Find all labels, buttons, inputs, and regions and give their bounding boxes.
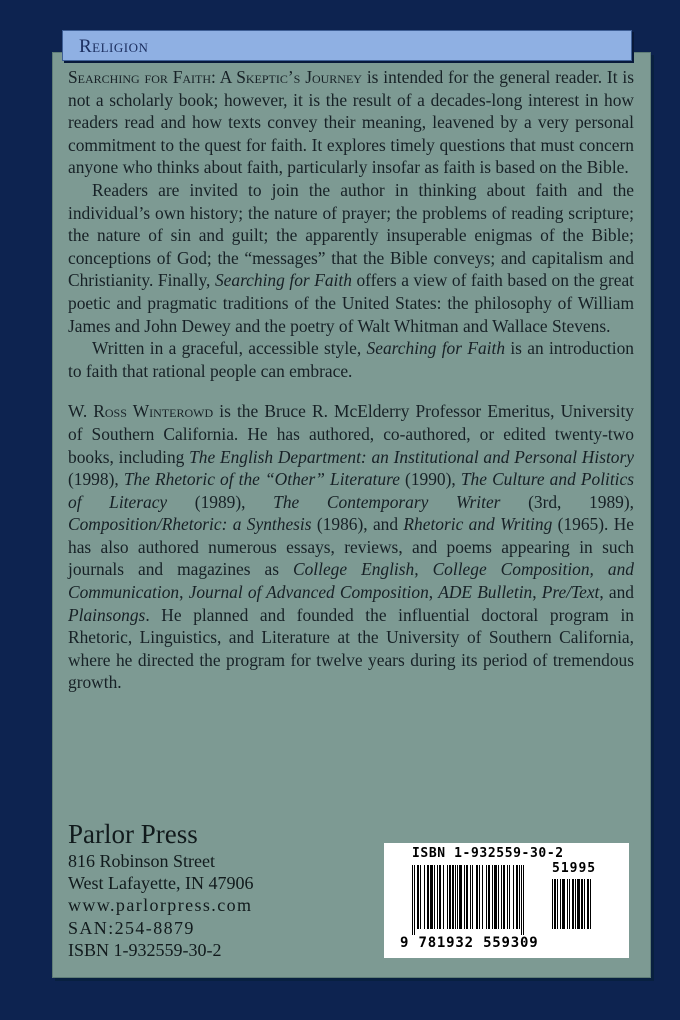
barcode-bar [470, 865, 471, 929]
barcode-bar [492, 865, 493, 929]
description-paragraph-1: Searching for Faith: A Skeptic’s Journey is intended for the general reader. It is not a scholarly book; however, it is the result of a decades-long interest in how readers read and how texts convey their meaning, leavened by a very personal commitment to the quest for faith. It explores timely questions that must concern anyone who thinks about faith, particularly insofar as faith is based on the Bible. [68, 67, 634, 178]
barcode-bar [466, 865, 468, 929]
barcode-bar [488, 865, 490, 929]
barcode-addon-number: 51995 [552, 861, 597, 876]
barcode-bar [572, 879, 574, 929]
barcode-bar [449, 865, 451, 929]
barcode-bar [482, 865, 483, 929]
barcode-bar [516, 865, 518, 929]
barcode-bar [443, 865, 444, 929]
barcode-bar [557, 879, 558, 929]
barcode-bar [577, 879, 580, 929]
book-title: Searching for Faith: A Skeptic’s Journey [68, 67, 362, 87]
barcode-bar [464, 865, 465, 929]
publisher-website: www.parlorpress.com [68, 895, 253, 916]
barcode-bar [501, 865, 502, 929]
barcode-bar [439, 865, 441, 929]
barcode-bar [452, 865, 454, 929]
publisher-san: SAN:254-8879 [68, 917, 195, 938]
barcode-bar [498, 865, 499, 929]
barcode-bar [519, 865, 520, 929]
barcode-bar [552, 879, 553, 929]
barcode-bar [523, 865, 524, 935]
barcode-bar [587, 879, 589, 929]
barcode-isbn-label: ISBN 1-932559-30-2 [412, 846, 564, 861]
barcode-bar [509, 865, 510, 929]
barcode-bar [479, 865, 480, 929]
ean-barcode-bars [412, 865, 546, 935]
barcode-bar [457, 865, 458, 929]
book-title-italic: Searching for Faith [214, 270, 352, 291]
barcode-bar [434, 865, 435, 929]
publisher-name: Parlor Press [68, 819, 198, 849]
barcode-ean-digits: 9 781932 559309 [400, 935, 539, 951]
barcode-bar [581, 879, 583, 929]
barcode-bar [560, 879, 561, 929]
barcode-bar [503, 865, 505, 929]
barcode-bar [414, 865, 415, 935]
description-paragraph-2: Readers are invited to join the author in thinking about faith and the individual’s own history; the nature of prayer; the problems of reading scripture; the nature of sin and guilt; the apparently insuperable enigmas of the Bible; conceptions of God; the “messages” that the Bible conveys; and capitalism and Christianity. Finally, Searching for Faith offers a view of faith based on the great poetic and pragmatic traditions of the United States: the philosophy of William James and John Dewey and the poetry of Walt Whitman and Wallace Stevens. [68, 179, 634, 336]
isbn-barcode [384, 843, 629, 958]
publisher-block [68, 818, 253, 961]
book-title-italic: Searching for Faith [366, 338, 506, 359]
barcode-bar [459, 865, 462, 929]
barcode-bar [437, 865, 438, 929]
barcode-bar [575, 879, 576, 929]
barcode-bar [476, 865, 478, 929]
barcode-bar [521, 865, 522, 935]
barcode-bar [507, 865, 508, 929]
barcode-bar [447, 865, 448, 929]
publisher-isbn: ISBN 1-932559-30-2 [68, 939, 222, 960]
barcode-bar [424, 865, 425, 929]
barcode-bar [584, 879, 585, 929]
barcode-bar [569, 879, 570, 929]
author-name: W. Ross Winterowd [68, 401, 214, 422]
barcode-bar [412, 865, 413, 935]
category-label: Religion [79, 36, 149, 57]
author-bio: W. Ross Winterowd is the Bruce R. McElderry Professor Emeritus, University of Southern California. He has authored, co-authored, or edited twenty-two books, including The English Department: an Institutional and Personal History (1998), The Rhetoric of the “Other” Literature (1990), The Culture and Politics of Literacy (1989), The Contemporary Writer (3rd, 1989), Composition/Rhetoric: a Synthesis (1986), and Rhetoric and Writing (1965). He has also authored numerous essays, reviews, and poems appearing in such journals and magazines as College English, College Composition, and Communication, Journal of Advanced Composition, ADE Bulletin, Pre/Text, and Plainsongs. He planned and founded the influential doctoral program in Rhetoric, Linguistics, and Literature at the University of Southern California, where he directed the program for twelve years during its period of tremendous growth. [68, 401, 635, 693]
barcode-bar [430, 865, 433, 929]
barcode-bar [554, 879, 556, 929]
barcode-bar [472, 865, 473, 929]
barcode-bar [494, 865, 497, 929]
barcode-bar [513, 865, 514, 929]
barcode-bar [562, 879, 565, 929]
barcode-bar [567, 879, 568, 929]
publisher-street: 816 Robinson Street [68, 851, 215, 871]
barcode-bar [427, 865, 429, 929]
description-paragraph-3: Written in a graceful, accessible style, Searching for Faith is an introduction to faith that rational people can embrace. [68, 338, 634, 381]
category-banner [62, 30, 632, 61]
description-text [68, 66, 634, 694]
barcode-bar [590, 879, 591, 929]
addon-barcode-bars [552, 879, 616, 935]
barcode-bar [417, 865, 419, 929]
barcode-bar [455, 865, 456, 929]
barcode-bar [486, 865, 487, 929]
barcode-bar [420, 865, 421, 929]
publisher-city: West Lafayette, IN 47906 [68, 873, 254, 894]
